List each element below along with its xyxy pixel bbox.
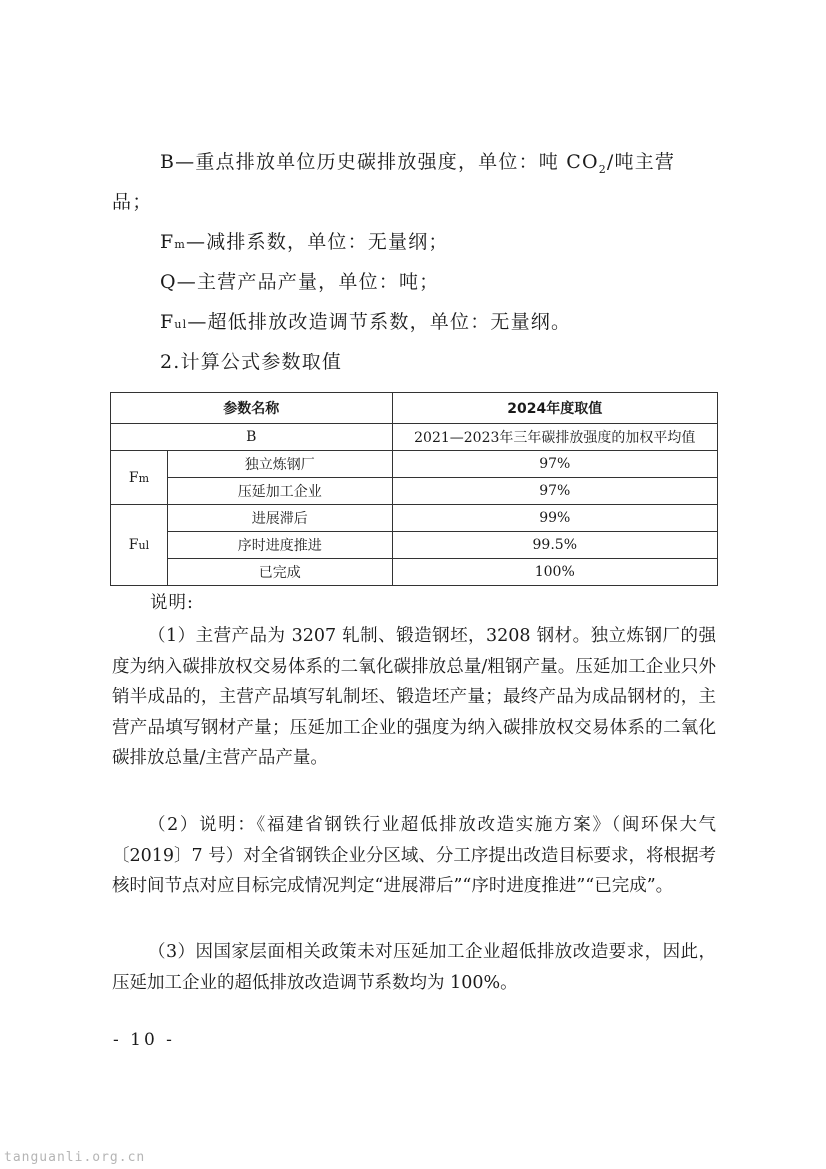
ful-row-value: 100% [392, 559, 717, 586]
table-row-b [111, 424, 718, 451]
ful-row-name: 进展滞后 [167, 505, 392, 532]
page-number: - 10 - [113, 1030, 175, 1050]
ful-subscript: ul [174, 318, 188, 331]
definition-b-line1 [160, 150, 675, 182]
param-ful-label [111, 505, 168, 586]
ful-label-main: F [128, 537, 139, 553]
fm-row-value: 97% [392, 451, 717, 478]
ful-text: —超低排放改造调节系数，单位：无量纲。 [187, 311, 572, 333]
fm-text: —减排系数，单位：无量纲； [186, 231, 449, 253]
table-row-ful-1 [111, 505, 718, 532]
parameters-table [110, 392, 718, 586]
fm-row-value: 97% [392, 478, 717, 505]
section-heading: 2.计算公式参数取值 [160, 351, 343, 373]
fm-subscript: m [174, 238, 187, 251]
definition-ful [160, 310, 571, 337]
fm-row-name: 独立炼钢厂 [167, 451, 392, 478]
co2-subscript: 2 [598, 162, 607, 176]
table-row-ful-2 [111, 532, 718, 559]
definition-b-text: B—重点排放单位历史碳排放强度，单位：吨 CO [160, 151, 599, 173]
header-parameter-name: 参数名称 [111, 393, 393, 424]
fm-row-name: 压延加工企业 [167, 478, 392, 505]
ful-label-sub: ul [138, 539, 150, 552]
ful-symbol: F [160, 311, 175, 333]
table-header-row [111, 393, 718, 424]
ful-row-value: 99% [392, 505, 717, 532]
header-2024-value: 2024年度取值 [392, 393, 717, 424]
note-1: （1）主营产品为 3207 轧制、锻造钢坯，3208 钢材。独立炼钢厂的强度为纳入碳排放权交易体系的二氧化碳排放总量/粗钢产量。压延加工企业只外销半成品的，主营产品填写轧制坯、锻造坯产量；最终产品为成品钢材的，主营产品填写钢材产量；压延加工企业的强度为纳入碳排放权交易体系的二氧化碳排放总量/主营产品产量。 [112, 626, 716, 768]
ful-row-value: 99.5% [392, 532, 717, 559]
table-row-fm-2 [111, 478, 718, 505]
ful-row-name: 已完成 [167, 559, 392, 586]
definition-b-text-end: /吨主营 [606, 151, 676, 173]
notes-label: 说明: [150, 593, 194, 613]
definition-b-line2: 品； [112, 191, 153, 213]
fm-symbol: F [160, 231, 175, 253]
watermark: tanguanli.org.cn [4, 1150, 146, 1165]
note-3: （3）因国家层面相关政策未对压延加工企业超低排放改造要求，因此，压延加工企业的超低排放改造调节系数均为 100%。 [112, 942, 716, 993]
ful-row-name: 序时进度推进 [167, 532, 392, 559]
fm-label-main: F [128, 469, 139, 486]
table-row-ful-3 [111, 559, 718, 586]
fm-label-sub: m [138, 471, 150, 485]
param-fm-label [111, 451, 168, 505]
param-b-value: 2021—2023年三年碳排放强度的加权平均值 [392, 424, 717, 451]
table-row-fm-1 [111, 451, 718, 478]
definition-q: Q—主营产品产量，单位：吨； [160, 271, 440, 293]
note-2: （2）说明：《福建省钢铁行业超低排放改造实施方案》（闽环保大气〔2019〕7 号）对全省钢铁企业分区域、分工序提出改造目标要求，将根据考核时间节点对应目标完成情况判定“进展滞后”“序时进度推进”“已完成”。 [112, 815, 716, 896]
definition-fm [160, 230, 449, 257]
param-b-label: B [111, 424, 393, 451]
